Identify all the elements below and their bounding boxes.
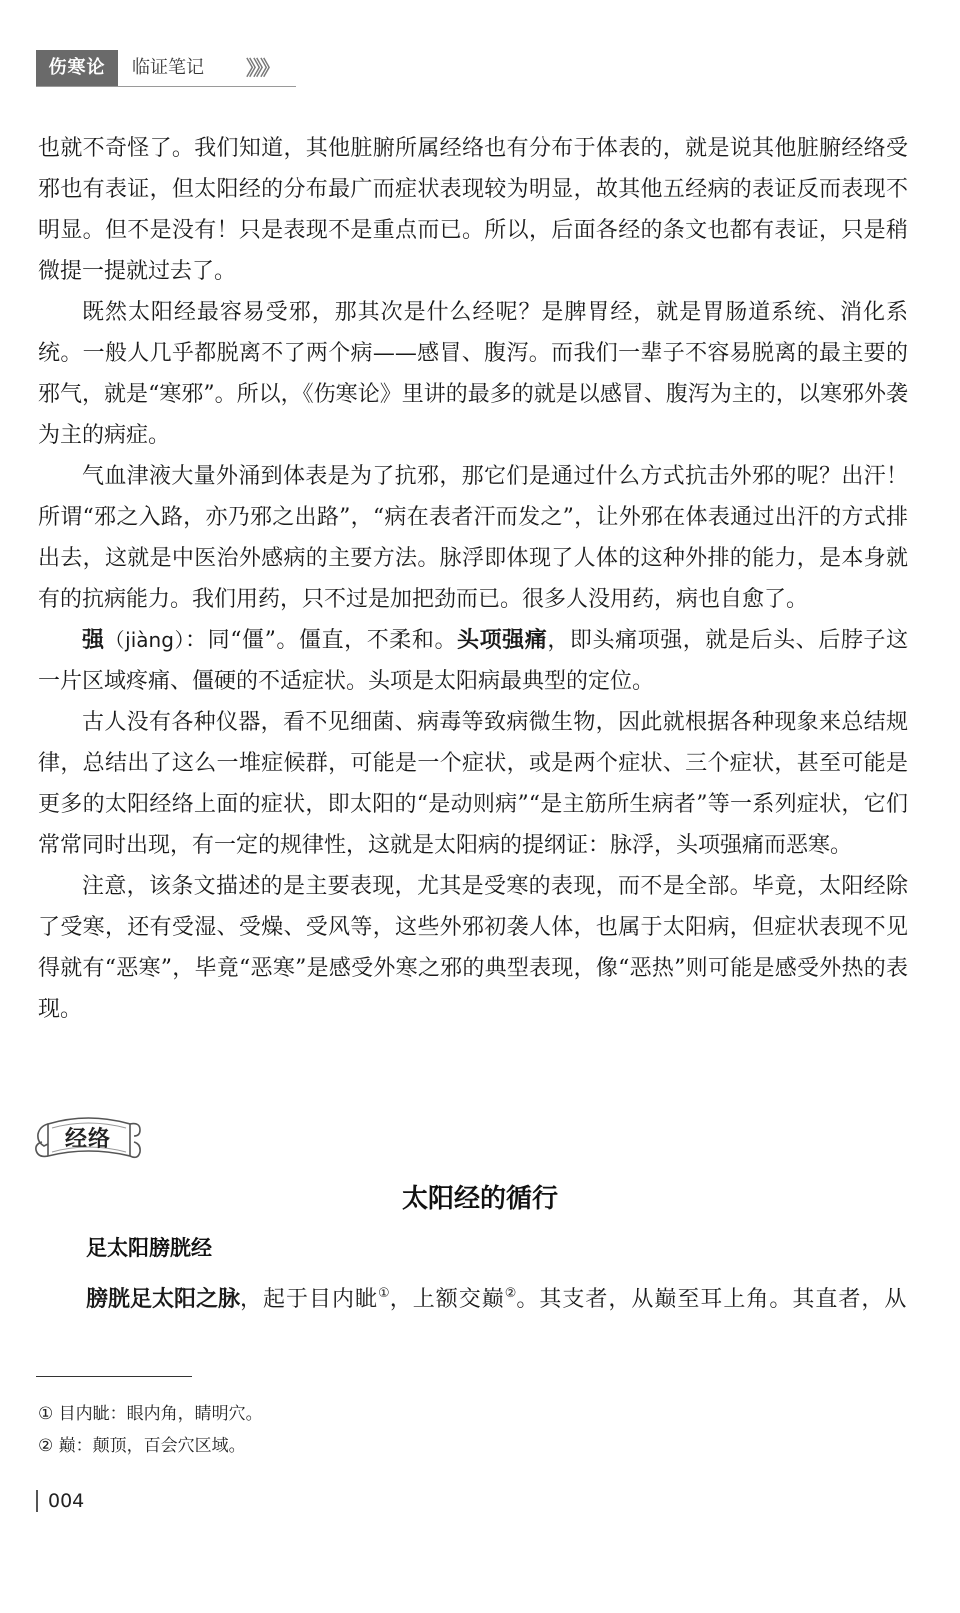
page-number-bar	[36, 1490, 38, 1512]
footnote-divider	[36, 1376, 192, 1377]
section-title: 太阳经的循行	[401, 1184, 558, 1214]
footnotes	[38, 1398, 263, 1462]
term-pinyin: （jiàng）	[104, 628, 186, 652]
chevron-right-icon: 》》》	[246, 56, 277, 80]
main-text	[38, 128, 908, 1030]
paragraph: 既然太阳经最容易受邪，那其次是什么经呢？是脾胃经，就是胃肠道系统、消化系统。一般人几乎都脱离不了两个病——感冒、腹泻。而我们一辈子不容易脱离的最主要的邪气，就是“寒邪”。所以，《伤寒论》里讲的最多的就是以感冒、腹泻为主的，以寒邪外袭为主的病症。	[38, 300, 908, 448]
verse-lead: 膀胱足太阳之脉	[86, 1287, 241, 1312]
footnote: ② 巅：颠顶，百会穴区域。	[38, 1436, 246, 1456]
section-label: 临证笔记	[132, 57, 204, 78]
book-title: 伤寒论	[36, 50, 118, 86]
page-number: 004	[48, 1490, 85, 1512]
footnote-marker[interactable]: ②	[504, 1286, 517, 1301]
term: 头项强痛	[457, 628, 548, 653]
footnote: ① 目内眦：眼内角，睛明穴。	[38, 1404, 263, 1424]
verse-text: ，上额交巅	[389, 1287, 505, 1312]
verse-text: 。其支者，从巅至耳上角。其直者，从	[516, 1287, 908, 1312]
running-header	[36, 50, 296, 86]
paragraph: 注意，该条文描述的是主要表现，尤其是受寒的表现，而不是全部。毕竟，太阳经除了受寒，还有受湿、受燥、受风等，这些外邪初袭人体，也属于太阳病，但症状表现不见得就有“恶寒”，毕竟“恶寒”是感受外寒之邪的典型表现，像“恶热”则可能是感受外热的表现。	[38, 874, 908, 1022]
paragraph: 古人没有各种仪器，看不见细菌、病毒等致病微生物，因此就根据各种现象来总结规律，总结出了这么一堆症候群，可能是一个症状，或是两个症状、三个症状，甚至可能是更多的太阳经络上面的症状，即太阳的“是动则病”“是主筋所生病者”等一系列症状，它们常常同时出现，有一定的规律性，这就是太阳病的提纲证：脉浮，头项强痛而恶寒。	[38, 710, 908, 858]
subheading: 足太阳膀胱经	[86, 1236, 212, 1260]
term-definition: ：同“僵”。僵直，不柔和。	[185, 628, 458, 653]
classic-verse	[86, 1276, 908, 1318]
footnote-marker[interactable]: ①	[378, 1286, 390, 1301]
term-explanation: ，即头痛项强，就是后头、后脖子这一片区域疼痛、僵硬的不适症状。头项是太阳病最典型的定位。	[38, 628, 908, 694]
paragraph: 气血津液大量外涌到体表是为了抗邪，那它们是通过什么方式抗击外邪的呢？出汗！所谓“邪之入路，亦乃邪之出路”，“病在表者汗而发之”，让外邪在体表通过出汗的方式排出去，这就是中医治外感病的主要方法。脉浮即体现了人体的这种外排的能力，是本身就有的抗病能力。我们用药，只不过是加把劲而已。很多人没用药，病也自愈了。	[38, 464, 908, 612]
header-rule	[36, 86, 296, 87]
paragraph: 也就不奇怪了。我们知道，其他脏腑所属经络也有分布于体表的，就是说其他脏腑经络受邪也有表证，但太阳经的分布最广而症状表现较为明显，故其他五经病的表证反而表现不明显。但不是没有！只是表现不是重点而已。所以，后面各经的条文也都有表证，只是稍微提一提就过去了。	[38, 136, 908, 284]
scroll-badge	[34, 1112, 142, 1170]
term-paragraph	[38, 620, 908, 702]
term: 强	[82, 628, 105, 653]
verse-text: ，起于目内眦	[240, 1287, 379, 1312]
badge-label: 经络	[64, 1126, 111, 1152]
